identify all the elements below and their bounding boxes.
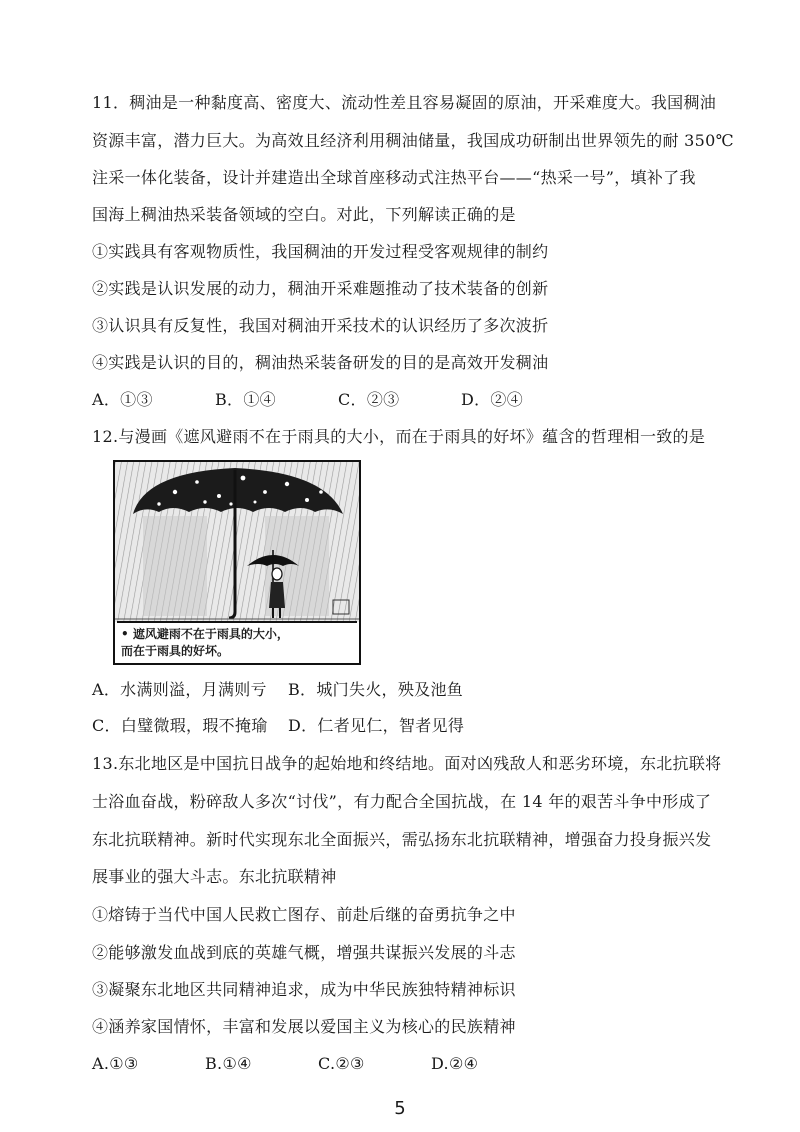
q13-statement-4: ④涵养家国情怀，丰富和发展以爱国主义为核心的民族精神 bbox=[92, 1017, 516, 1036]
q13-stem-line-1: 13.东北地区是中国抗日战争的起始地和终结地。面对凶残敌人和恶劣环境，东北抗联将 bbox=[92, 754, 722, 773]
q13-options bbox=[92, 1053, 478, 1075]
q13-statement-3: ③凝聚东北地区共同精神追求，成为中华民族独特精神标识 bbox=[92, 980, 516, 999]
q12-option-c[interactable]: C．白璧微瑕，瑕不掩瑜 bbox=[92, 716, 268, 735]
q13-stem-line-3: 东北抗联精神。新时代实现东北全面振兴，需弘扬东北抗联精神，增强奋力投身振兴发 bbox=[92, 830, 712, 849]
q11-option-b[interactable]: B．①④ bbox=[215, 390, 276, 409]
q11-option-d[interactable]: D．②④ bbox=[461, 390, 524, 409]
cartoon-umbrella-illustration bbox=[115, 462, 359, 622]
q11-option-a[interactable]: A．①③ bbox=[92, 390, 153, 409]
q11-statement-2: ②实践是认识发展的动力，稠油开采难题推动了技术装备的创新 bbox=[92, 279, 549, 298]
q11-statement-3: ③认识具有反复性，我国对稠油开采技术的认识经历了多次波折 bbox=[92, 316, 549, 335]
q13-option-d[interactable]: D.②④ bbox=[431, 1054, 479, 1073]
cartoon-caption-line-2: 而在于雨具的好坏。 bbox=[121, 644, 230, 658]
q12-option-b[interactable]: B．城门失火，殃及池鱼 bbox=[288, 680, 464, 699]
q12-options-row-1 bbox=[92, 679, 463, 701]
q11-statement-4: ④实践是认识的目的，稠油热采装备研发的目的是高效开发稠油 bbox=[92, 353, 549, 372]
cartoon-caption bbox=[117, 621, 357, 661]
q12-cartoon bbox=[113, 460, 361, 665]
q13-option-c[interactable]: C.②③ bbox=[318, 1054, 365, 1073]
q12-option-a[interactable]: A．水满则溢，月满则亏 bbox=[92, 680, 267, 699]
q12-stem: 12.与漫画《遮风避雨不在于雨具的大小，而在于雨具的好坏》蕴含的哲理相一致的是 bbox=[92, 427, 706, 446]
q11-options bbox=[92, 389, 523, 411]
q11-stem-line-4: 国海上稠油热采装备领域的空白。对此，下列解读正确的是 bbox=[92, 205, 516, 224]
q13-statement-1: ①熔铸于当代中国人民救亡图存、前赴后继的奋勇抗争之中 bbox=[92, 905, 516, 924]
cartoon-caption-line-1: • 遮风避雨不在于雨具的大小， bbox=[121, 627, 289, 641]
q12-option-d[interactable]: D．仁者见仁，智者见得 bbox=[288, 716, 465, 735]
page-number: 5 bbox=[394, 1098, 406, 1119]
q11-stem-line-3: 注采一体化装备，设计并建造出全球首座移动式注热平台——“热采一号”，填补了我 bbox=[92, 168, 696, 187]
q13-option-b[interactable]: B.①④ bbox=[205, 1054, 252, 1073]
q11-statement-1: ①实践具有客观物质性，我国稠油的开发过程受客观规律的制约 bbox=[92, 242, 549, 261]
q11-stem-line-2: 资源丰富，潜力巨大。为高效且经济利用稠油储量，我国成功研制出世界领先的耐 350℃ bbox=[92, 131, 734, 150]
q13-stem-line-2: 士浴血奋战，粉碎敌人多次“讨伐”，有力配合全国抗战，在 14 年的艰苦斗争中形成了 bbox=[92, 792, 712, 811]
q11-option-c[interactable]: C．②③ bbox=[338, 390, 400, 409]
q13-stem-line-4: 展事业的强大斗志。东北抗联精神 bbox=[92, 867, 337, 886]
q11-stem-line-1: 11．稠油是一种黏度高、密度大、流动性差且容易凝固的原油，开采难度大。我国稠油 bbox=[92, 93, 717, 112]
q13-option-a[interactable]: A.①③ bbox=[92, 1054, 139, 1073]
q12-options-row-2 bbox=[92, 715, 464, 737]
q13-statement-2: ②能够激发血战到底的英雄气概，增强共谋振兴发展的斗志 bbox=[92, 943, 516, 962]
